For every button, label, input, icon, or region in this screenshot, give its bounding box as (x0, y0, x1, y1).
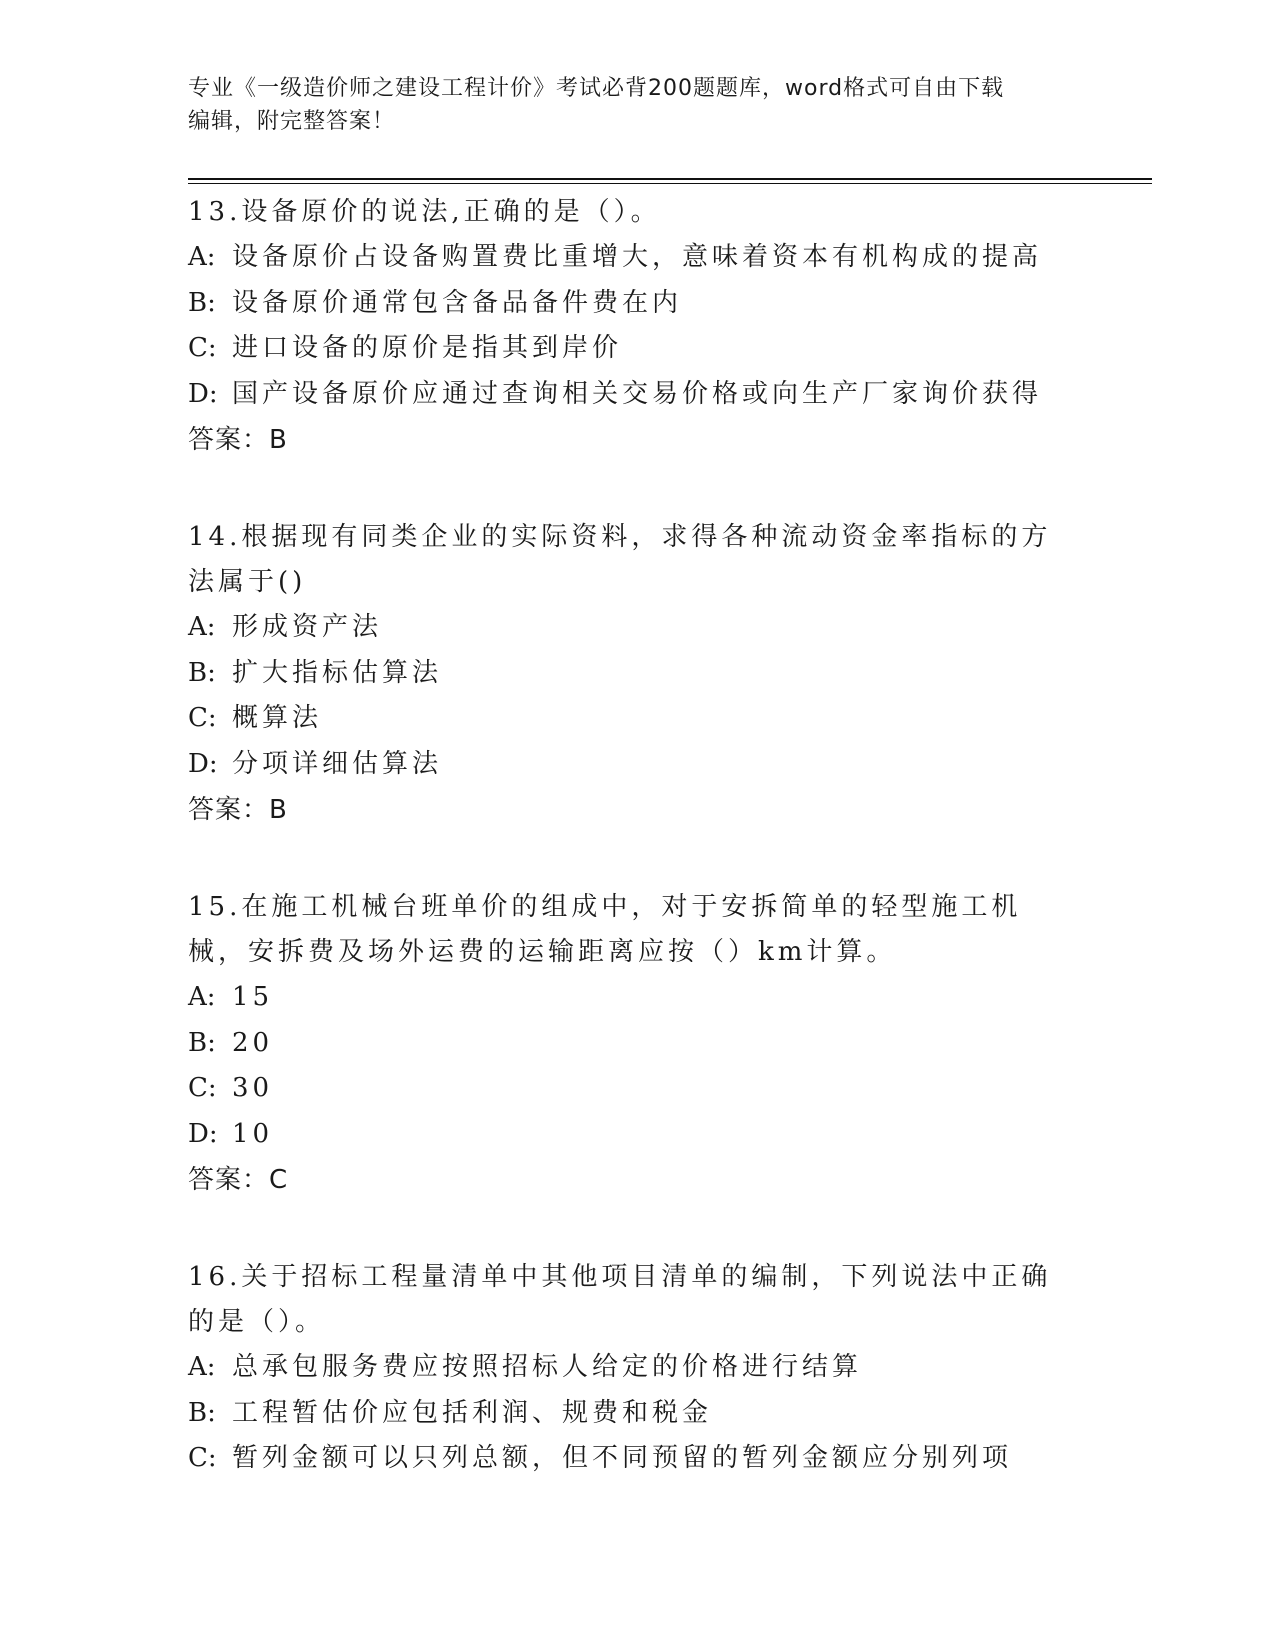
option-text: 进口设备的原价是指其到岸价 (232, 333, 623, 363)
option-c (188, 1436, 1078, 1482)
option-c (188, 326, 1078, 372)
option-c (188, 696, 1078, 742)
option-d (188, 372, 1078, 418)
option-label: A: (188, 1352, 216, 1382)
option-label: C: (188, 1443, 217, 1473)
option-d (188, 742, 1078, 788)
answer: 答案：B (188, 795, 288, 825)
question-text: 13.设备原价的说法,正确的是（）。 (188, 197, 661, 227)
option-text: 20 (232, 1027, 274, 1058)
answer: 答案：B (188, 425, 288, 455)
header-divider-thick (188, 178, 1152, 180)
option-label: B: (188, 1397, 216, 1428)
option-label: C: (188, 333, 217, 363)
option-a (188, 1345, 1078, 1391)
option-text: 形成资产法 (232, 612, 383, 642)
header-line-2: 编辑，附完整答案！ (188, 109, 396, 134)
option-text: 暂列金额可以只列总额，但不同预留的暂列金额应分别列项 (232, 1443, 1013, 1473)
option-label: D: (188, 378, 218, 409)
question-15 (188, 885, 1078, 1203)
option-b (188, 1391, 1078, 1437)
option-text: 分项详细估算法 (232, 748, 443, 779)
option-b (188, 281, 1078, 327)
option-label: D: (188, 1118, 218, 1149)
question-text: 14.根据现有同类企业的实际资料，求得各种流动资金率指标的方法属于() (188, 522, 1052, 597)
option-text: 设备原价通常包含备品备件费在内 (232, 287, 683, 318)
option-b (188, 651, 1078, 697)
option-text: 国产设备原价应通过查询相关交易价格或向生产厂家询价获得 (232, 378, 1043, 409)
option-text: 10 (232, 1118, 274, 1149)
option-a (188, 975, 1078, 1021)
question-text: 16.关于招标工程量清单中其他项目清单的编制，下列说法中正确的是（）。 (188, 1262, 1052, 1337)
question-14 (188, 515, 1078, 833)
header-line-1: 专业《一级造价师之建设工程计价》考试必背200题题库，word格式可自由下载 (188, 76, 1005, 101)
question-text: 15.在施工机械台班单价的组成中，对于安拆简单的轻型施工机械，安拆费及场外运费的运输距离应按（）km计算。 (188, 892, 1022, 967)
document-header (188, 72, 1078, 138)
answer: 答案：C (188, 1165, 289, 1195)
option-label: A: (188, 242, 216, 272)
option-label: A: (188, 982, 216, 1012)
question-16 (188, 1255, 1078, 1482)
option-a (188, 235, 1078, 281)
option-a (188, 605, 1078, 651)
option-label: C: (188, 1073, 217, 1103)
option-label: B: (188, 287, 216, 318)
option-c (188, 1066, 1078, 1112)
option-b (188, 1021, 1078, 1067)
option-label: C: (188, 703, 217, 733)
option-d (188, 1112, 1078, 1158)
option-text: 设备原价占设备购置费比重增大，意味着资本有机构成的提高 (232, 242, 1043, 272)
question-list (188, 190, 1078, 1534)
option-label: B: (188, 1027, 216, 1058)
option-text: 工程暂估价应包括利润、规费和税金 (232, 1397, 713, 1428)
option-text: 总承包服务费应按照招标人给定的价格进行结算 (232, 1352, 863, 1382)
option-label: D: (188, 748, 218, 779)
option-label: A: (188, 612, 216, 642)
option-text: 30 (232, 1073, 274, 1103)
option-text: 概算法 (232, 703, 323, 733)
option-text: 扩大指标估算法 (232, 657, 443, 688)
question-13 (188, 190, 1078, 463)
header-divider-thin (188, 183, 1152, 184)
option-text: 15 (232, 982, 274, 1012)
option-label: B: (188, 657, 216, 688)
